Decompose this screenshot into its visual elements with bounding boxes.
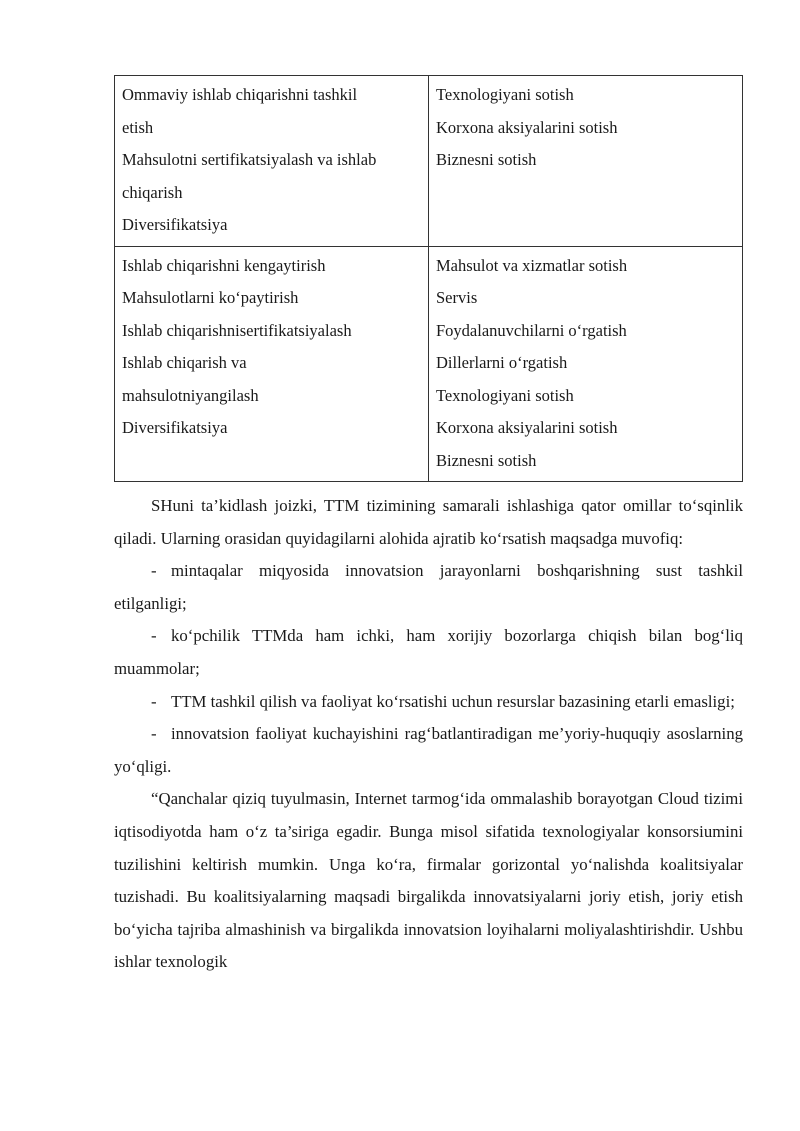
body-text: [114, 490, 743, 979]
cell-line: Ommaviy ishlab chiqarishni tashkil: [122, 85, 358, 104]
list-item-text: innovatsion faoliyat kuchayishini rag‘batlantiradigan me’yoriy-huquqiy asoslarning yo‘qligi.: [114, 724, 743, 776]
dash-marker: -: [151, 626, 157, 646]
cell-line: Korxona aksiyalarini sotish: [436, 418, 618, 437]
dash-marker: -: [151, 691, 157, 711]
dash-marker: -: [151, 561, 157, 581]
cell-line: Mahsulotni sertifikatsiyalash va ishlab: [122, 150, 377, 169]
cell-line: Diversifikatsiya: [122, 215, 228, 234]
strategy-table: [114, 75, 743, 482]
list-item-text: ko‘pchilik TTMda ham ichki, ham xorijiy bozorlarga chiqish bilan bog‘liq muammolar;: [114, 626, 743, 678]
cell-line: Ishlab chiqarish va: [122, 353, 247, 372]
list-item: [114, 620, 743, 685]
list-item: [114, 555, 743, 620]
table-row: [115, 246, 743, 482]
cell-line: Servis: [436, 288, 478, 307]
table-cell-left: [115, 246, 429, 482]
cell-line: chiqarish: [122, 182, 183, 202]
list-item: [114, 686, 743, 719]
cell-line: Korxona aksiyalarini sotish: [436, 117, 618, 137]
cell-line: Foydalanuvchilarni o‘rgatish: [436, 320, 627, 340]
cell-line: etish: [122, 117, 154, 137]
closing-paragraph: “Qanchalar qiziq tuyulmasin, Internet tarmog‘ida ommalashib borayotgan Cloud tizimi iqtisodiyotda ham o‘z ta’siriga egadir. Bunga misol sifatida texnologiyalar konsorsiumini tuzilishini keltirish mumkin. Unga ko‘ra, firmalar gorizontal yo‘nalishda koalitsiyalar tuzishadi. Bu koalitsiyalarning maqsadi birgalikda innovatsiyalarni joriy etish, joriy etish bo‘yicha tajriba almashinish va birgalikda innovatsion loyihalarni moliyalashtirishdir. Ushbu ishlar texnologik: [114, 789, 743, 972]
cell-line: Biznesni sotish: [436, 450, 537, 470]
table-row: [115, 76, 743, 247]
cell-line: Mahsulotlarni ko‘paytirish: [122, 288, 299, 307]
table-cell-right: [429, 76, 743, 247]
list-item: [114, 718, 743, 783]
cell-line: Biznesni sotish: [436, 150, 537, 169]
cell-line: Dillerlarni o‘rgatish: [436, 353, 568, 372]
cell-line: Diversifikatsiya: [122, 418, 228, 437]
cell-line: Ishlab chiqarishnisertifikatsiyalash: [122, 320, 352, 340]
table-cell-right: [429, 246, 743, 482]
dash-marker: -: [151, 724, 157, 744]
intro-paragraph: SHuni ta’kidlash joizki, TTM tizimining samarali ishlashiga qator omillar to‘sqinlik qiladi. Ularning orasidan quyidagilarni alohida ajratib ko‘rsatish maqsadga muvofiq:: [114, 496, 743, 548]
cell-line: Mahsulot va xizmatlar sotish: [436, 255, 628, 275]
table-cell-left: [115, 76, 429, 247]
list-item-text: mintaqalar miqyosida innovatsion jarayonlarni boshqarishning sust tashkil etilganligi;: [114, 561, 743, 613]
cell-line: mahsulotniyangilash: [122, 385, 259, 405]
cell-line: Ishlab chiqarishni kengaytirish: [122, 255, 326, 275]
cell-line: Texnologiyani sotish: [436, 385, 574, 405]
list-item-text: TTM tashkil qilish va faoliyat ko‘rsatishi uchun resurslar bazasining etarli emasligi;: [171, 691, 735, 711]
cell-line: Texnologiyani sotish: [436, 85, 574, 104]
